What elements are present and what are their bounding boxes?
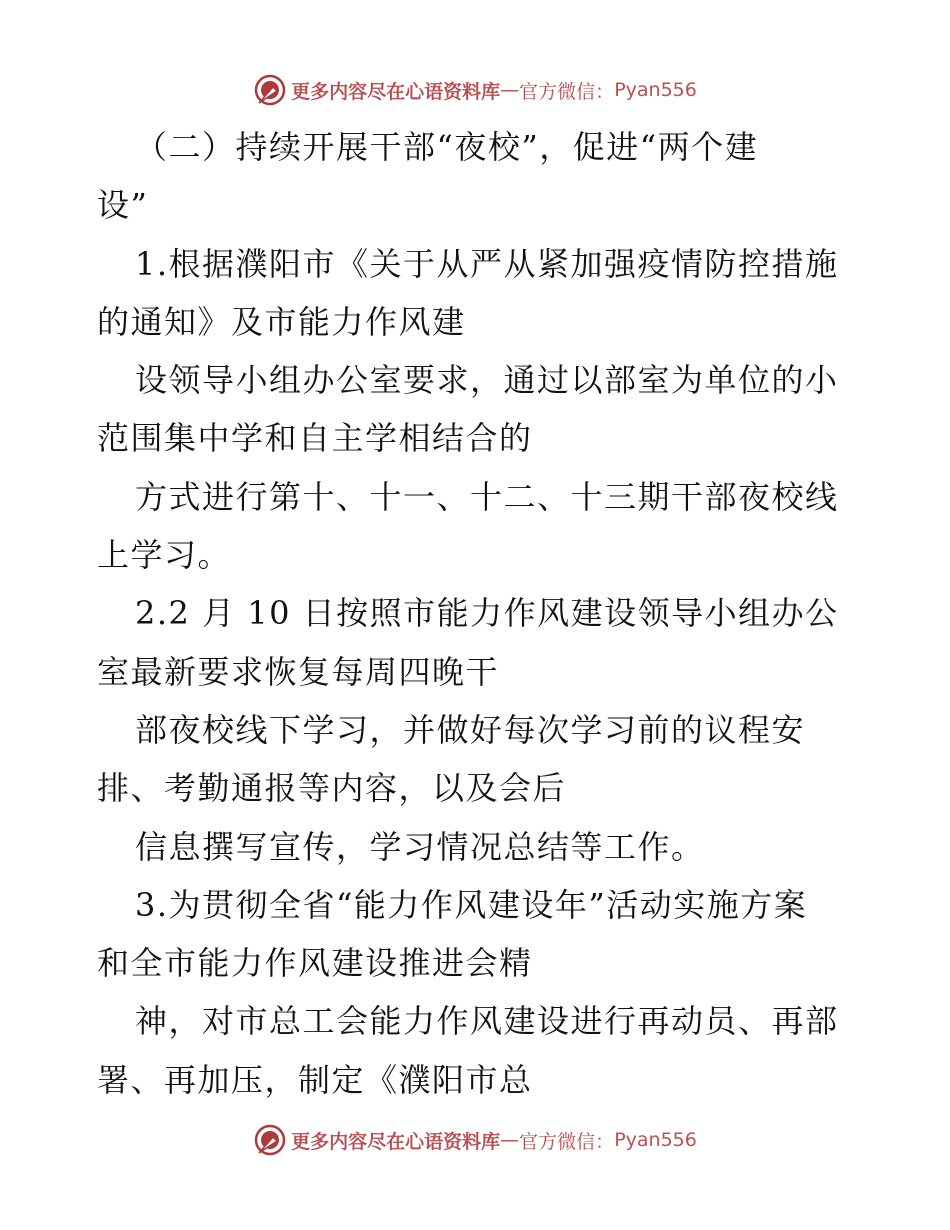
text-line: 设” (97, 186, 149, 225)
watermark-main-text: 更多内容尽在心语资料库 (291, 80, 501, 103)
text-line: 排、考勤通报等内容，以及会后 (97, 769, 567, 808)
text-line: 2.2 月 10 日按照市能力作风建设领导小组办公 (135, 594, 839, 633)
text-line: 1.根据濮阳市《关于从严从紧加强疫情防控措施 (135, 244, 839, 283)
watermark-dash: — (500, 79, 520, 101)
text-line: 神，对市总工会能力作风建设进行再动员、再部 (135, 1002, 839, 1041)
text-line: 室最新要求恢复每周四晚干 (97, 652, 500, 691)
text-line: 署、再加压，制定《濮阳市总 (97, 1060, 533, 1099)
text-line: 上学习。 (97, 536, 232, 575)
text-line: 设领导小组办公室要求，通过以部室为单位的小 (135, 361, 839, 400)
text-line: 范围集中学和自主学相结合的 (97, 419, 533, 458)
document-body (97, 118, 857, 1109)
text-line: 部夜校线下学习，并做好每次学习前的议程安 (135, 710, 806, 749)
text-line: 信息撰写宣传，学习情况总结等工作。 (135, 827, 705, 866)
footer-watermark (0, 1120, 950, 1160)
watermark-dash: — (500, 1129, 520, 1151)
text-line: 的通知》及市能力作风建 (97, 302, 466, 341)
watermark-main-text: 更多内容尽在心语资料库 (291, 1130, 501, 1153)
header-watermark (0, 70, 950, 110)
watermark-official-label: 官方微信： (519, 80, 615, 103)
watermark-wechat-id: Pyan556 (614, 79, 697, 101)
text-line: 和全市能力作风建设推进会精 (97, 944, 533, 983)
text-line: （二）持续开展干部“夜校”，促进“两个建 (135, 128, 759, 166)
text-line: 3.为贯彻全省“能力作风建设年”活动实施方案 (135, 885, 808, 924)
text-line: 方式进行第十、十一、十二、十三期干部夜校线 (135, 477, 839, 516)
pen-logo-icon (253, 73, 287, 107)
watermark-wechat-id: Pyan556 (614, 1129, 697, 1151)
watermark-official-label: 官方微信： (519, 1130, 615, 1153)
pen-logo-icon (253, 1123, 287, 1157)
